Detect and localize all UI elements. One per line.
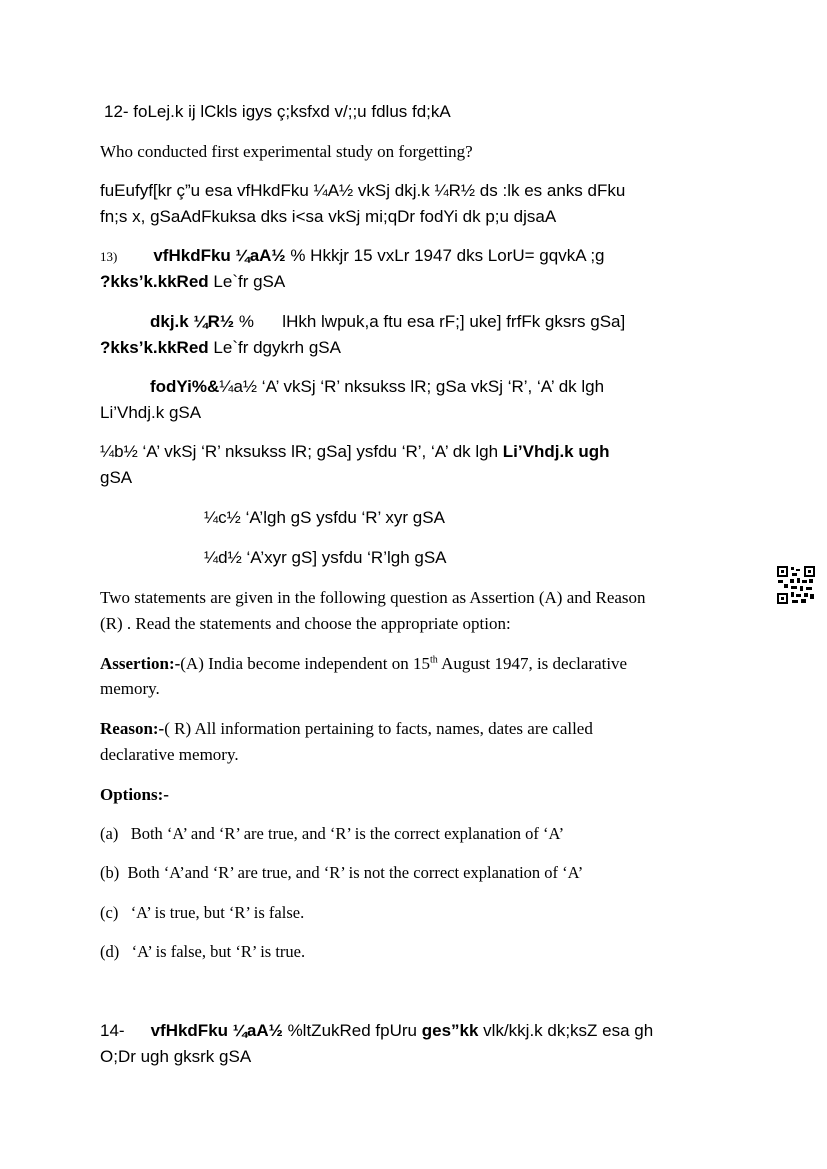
q12-english-question: Who conducted first experimental study on forgetting? bbox=[100, 142, 473, 161]
q13-option-b-emphasis: Li’Vhdj.k ugh bbox=[502, 442, 610, 461]
q13-english-assertion-line-1 bbox=[100, 651, 732, 677]
q13-instruction-line-1: fuEufyf[kr ç”u esa vfHkdFku ¼A½ vkSj dkj.k ¼R½ ds :lk es anks dFku bbox=[100, 181, 626, 200]
q13-english-intro-line-2: (R) . Read the statements and choose the appropriate option: bbox=[100, 614, 511, 633]
q13-english-reason-line-1 bbox=[100, 716, 732, 742]
q13-assertion-line-1 bbox=[100, 243, 732, 270]
q13-assertion-label: vfHkdFku ¼aA½ bbox=[153, 246, 286, 265]
q13-assertion-line-2 bbox=[100, 269, 732, 295]
q13-option-a-line-2: Li’Vhdj.k gSA bbox=[100, 403, 202, 422]
q13-reason-label: dkj.k ¼R½ bbox=[150, 312, 235, 331]
q13-english-assertion-text-end: August 1947, is declarative bbox=[437, 654, 628, 673]
q14-emphasis: ges”kk bbox=[421, 1021, 479, 1040]
q13-english-reason-line-2: declarative memory. bbox=[100, 745, 239, 764]
q13-english-option-d: (d) ‘A’ is false, but ‘R’ is true. bbox=[100, 942, 306, 961]
q13-english-reason-label: Reason:- bbox=[100, 719, 165, 738]
q14-text: %ltZukRed fpUru bbox=[282, 1021, 422, 1040]
q13-reason-line-1 bbox=[150, 309, 782, 335]
q13-english-assertion-sup: th bbox=[430, 654, 438, 666]
q13-reason-text: % lHkh lwpuk,a ftu esa rF;] uke] frfFk gksrs gSa] bbox=[234, 312, 626, 331]
q13-english-assertion-text: (A) India become independent on 15 bbox=[180, 654, 430, 673]
q13-assertion-text: % Hkkjr 15 vxLr 1947 dks LorU= gqvkA ;g bbox=[285, 246, 605, 265]
q13-english-option-b: (b) Both ‘A’and ‘R’ are true, and ‘R’ is not the correct explanation of ‘A’ bbox=[100, 863, 584, 882]
q13-option-b-text: ¼b½ ‘A’ vkSj ‘R’ nksukss lR; gSa] ysfdu ‘R’, ‘A’ dk lgh bbox=[100, 442, 503, 461]
q13-english-intro-line-1: Two statements are given in the following question as Assertion (A) and Reason bbox=[100, 588, 646, 607]
q13-english-options-label: Options:- bbox=[100, 785, 169, 804]
q13-option-b-line-1 bbox=[100, 439, 732, 465]
q14-text-end: vlk/kkj.k dk;ksZ esa gh bbox=[478, 1021, 654, 1040]
q14-line-1 bbox=[100, 1018, 732, 1044]
q13-assertion-emphasis: ?kks’k.kkRed bbox=[100, 272, 209, 291]
q14-line-2: O;Dr ugh gksrk gSA bbox=[100, 1047, 252, 1066]
q13-option-b-line-2: gSA bbox=[100, 468, 133, 487]
q13-options-label: fodYi%& bbox=[150, 377, 220, 396]
q13-english-option-c: (c) ‘A’ is true, but ‘R’ is false. bbox=[100, 903, 305, 922]
q12-hindi-question: 12- foLej.k ij lCkls igys ç;ksfxd v/;;u fdlus fd;kA bbox=[104, 102, 451, 121]
q13-instruction-line-2: fn;s x, gSaAdFkuksa dks i<sa vkSj mi;qDr fodYi dk p;u djsaA bbox=[100, 207, 557, 226]
q13-option-c: ¼c½ ‘A’lgh gS ysfdu ‘R’ xyr gSA bbox=[204, 508, 445, 527]
q13-english-reason-text: ( R) All information pertaining to facts, names, dates are called bbox=[164, 719, 593, 738]
q13-option-a-text: ¼a½ ‘A’ vkSj ‘R’ nksukss lR; gSa vkSj ‘R’, ‘A’ dk lgh bbox=[219, 377, 605, 396]
q13-number: 13) bbox=[100, 249, 118, 264]
qr-code-icon bbox=[776, 565, 816, 605]
q13-option-d: ¼d½ ‘A’xyr gS] ysfdu ‘R’lgh gSA bbox=[204, 548, 447, 567]
q13-assertion-text-end: Le`fr gSA bbox=[208, 272, 286, 291]
q13-reason-emphasis: ?kks’k.kkRed bbox=[100, 338, 209, 357]
q13-english-option-a: (a) Both ‘A’ and ‘R’ are true, and ‘R’ is the correct explanation of ‘A’ bbox=[100, 824, 565, 843]
q14-label: vfHkdFku ¼aA½ bbox=[150, 1021, 283, 1040]
q13-reason-text-end: Le`fr dgykrh gSA bbox=[208, 338, 341, 357]
q13-english-assertion-label: Assertion:- bbox=[100, 654, 181, 673]
q13-option-a-line-1 bbox=[150, 374, 782, 400]
q13-english-assertion-line-2: memory. bbox=[100, 679, 160, 698]
q13-reason-line-2 bbox=[100, 335, 732, 361]
q14-number: 14- bbox=[100, 1021, 125, 1040]
